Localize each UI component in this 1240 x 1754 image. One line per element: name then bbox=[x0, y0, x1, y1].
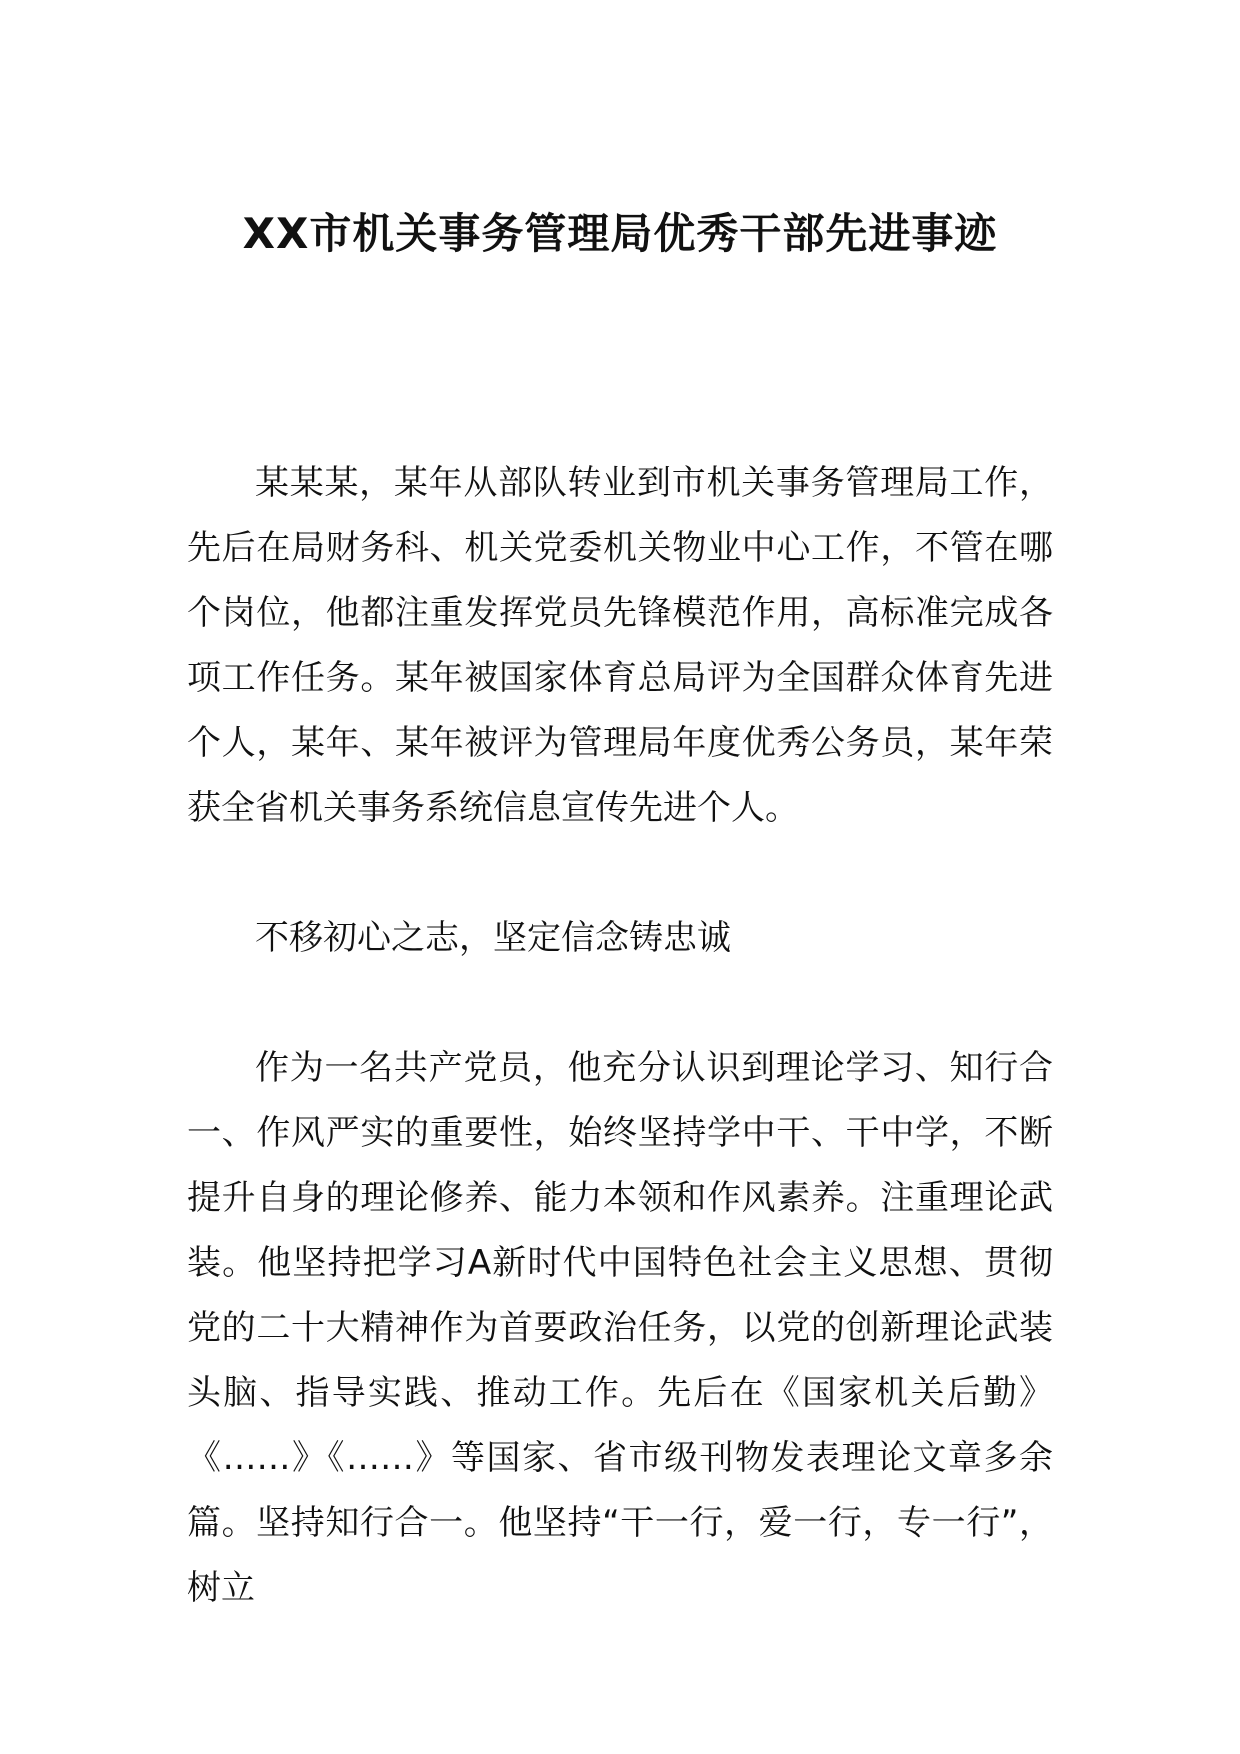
intro-paragraph: 某某某，某年从部队转业到市机关事务管理局工作，先后在局财务科、机关党委机关物业中心工作，不管在哪个岗位，他都注重发挥党员先锋模范作用，高标准完成各项工作任务。某年被国家体育总局评为全国群众体育先进个人，某年、某年被评为管理局年度优秀公务员，某年荣获全省机关事务系统信息宣传先进个人。 bbox=[187, 463, 1053, 828]
body-paragraph: 作为一名共产党员，他充分认识到理论学习、知行合一、作风严实的重要性，始终坚持学中干、干中学，不断提升自身的理论修养、能力本领和作风素养。注重理论武装。他坚持把学习A新时代中国特色社会主义思想、贯彻党的二十大精神作为首要政治任务，以党的创新理论武装头脑、指导实践、推动工作。先后在《国家机关后勤》《……》《……》等国家、省市级刊物发表理论文章多余篇。坚持知行合一。他坚持“干一行，爱一行，专一行”，树立 bbox=[187, 1048, 1053, 1608]
section-heading: 不移初心之志，坚定信念铸忠诚 bbox=[255, 918, 731, 958]
document-title: XX市机关事务管理局优秀干部先进事迹 bbox=[242, 209, 998, 258]
